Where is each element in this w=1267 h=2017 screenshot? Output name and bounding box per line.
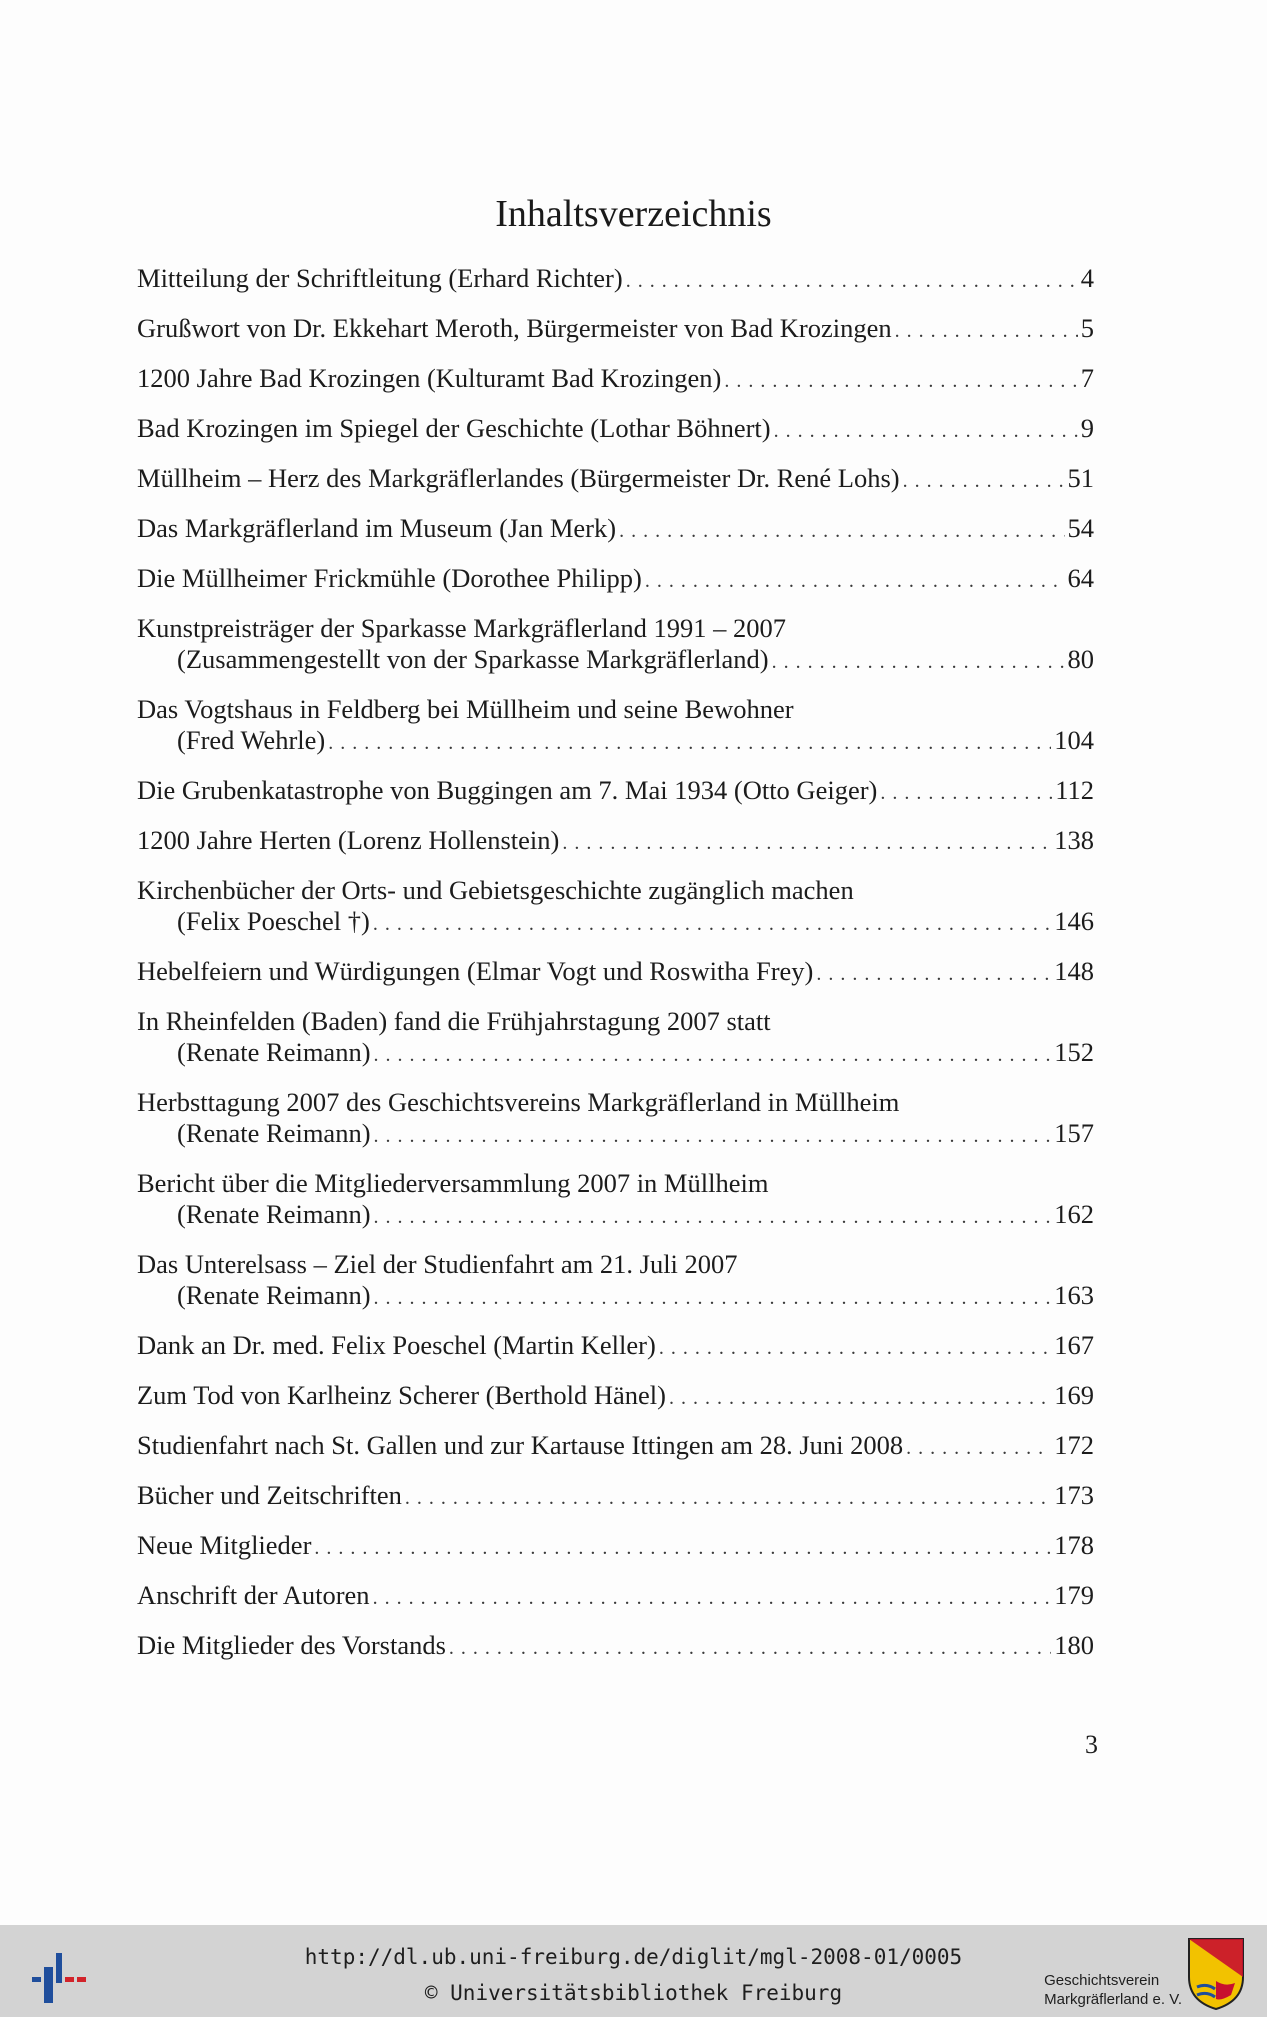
toc-entry-author: (Zusammengestellt von der Sparkasse Markgräflerland) — [177, 644, 769, 674]
dot-leader — [772, 647, 1065, 678]
dot-leader — [562, 828, 1051, 859]
toc-entry-page: 80 — [1067, 644, 1094, 674]
society-name-line1: Geschichtsverein — [1044, 1972, 1160, 1989]
toc-entry-title: Zum Tod von Karlheinz Scherer (Berthold Hänel) — [137, 1380, 666, 1410]
toc-entry-row — [137, 363, 1094, 397]
toc-entry-page: 146 — [1054, 906, 1094, 936]
toc-entry-title: Die Müllheimer Frickmühle (Dorothee Philipp) — [137, 563, 642, 593]
toc-entry-row — [137, 1280, 1094, 1314]
society-name — [1044, 1971, 1182, 2009]
toc-entry-page: 179 — [1054, 1580, 1094, 1610]
dot-leader — [328, 728, 1051, 759]
dot-leader — [626, 266, 1078, 297]
toc-entry-page: 104 — [1054, 725, 1094, 755]
dot-leader — [903, 466, 1065, 497]
toc-entry-row — [137, 513, 1094, 547]
toc-entry-title: Grußwort von Dr. Ekkehart Meroth, Bürgermeister von Bad Krozingen — [137, 313, 892, 343]
toc-entry-row — [137, 775, 1094, 809]
toc-entry-author: (Fred Wehrle) — [177, 725, 326, 755]
toc-entry[interactable] — [137, 463, 1094, 497]
toc-entry[interactable] — [137, 1087, 1094, 1152]
dot-leader — [669, 1383, 1051, 1414]
dot-leader — [724, 366, 1077, 397]
toc-entry-row — [137, 956, 1094, 990]
toc-entry-row — [137, 563, 1094, 597]
dot-leader — [314, 1533, 1051, 1564]
toc-entry-author: (Renate Reimann) — [177, 1280, 371, 1310]
toc-entry[interactable] — [137, 825, 1094, 859]
toc-entry-title: Hebelfeiern und Würdigungen (Elmar Vogt und Roswitha Frey) — [137, 956, 814, 986]
dot-leader — [645, 566, 1065, 597]
dot-leader — [374, 1121, 1052, 1152]
toc-entry-title: Das Vogtshaus in Feldberg bei Müllheim und seine Bewohner — [137, 694, 794, 724]
toc-entry[interactable] — [137, 1580, 1094, 1614]
footer-copyright: © Universitätsbibliothek Freiburg — [424, 1981, 843, 2005]
toc-entry-page: 7 — [1080, 363, 1094, 393]
toc-entry-page: 169 — [1054, 1380, 1094, 1410]
page-number: 3 — [1085, 1730, 1098, 1759]
toc-entry-row — [137, 1199, 1094, 1233]
dot-leader — [449, 1633, 1051, 1664]
toc-entry[interactable] — [137, 956, 1094, 990]
toc-entry-page: 51 — [1067, 463, 1094, 493]
toc-entry-title: Das Markgräflerland im Museum (Jan Merk) — [137, 513, 617, 543]
toc-entry[interactable] — [137, 1480, 1094, 1514]
toc-entry-row — [137, 1580, 1094, 1614]
toc-entry-row — [137, 413, 1094, 447]
toc-entry-page: 64 — [1067, 563, 1094, 593]
toc-entry-row — [137, 644, 1094, 678]
toc-entry-title: Dank an Dr. med. Felix Poeschel (Martin Keller) — [137, 1330, 656, 1360]
toc-entry[interactable] — [137, 1330, 1094, 1364]
toc-entry-title: Neue Mitglieder — [137, 1530, 312, 1560]
dot-leader — [373, 909, 1051, 940]
toc-entry[interactable] — [137, 1249, 1094, 1314]
toc-entry-row — [137, 906, 1094, 940]
page-title: Inhaltsverzeichnis — [495, 193, 772, 235]
toc-entry-title: Müllheim – Herz des Markgräflerlandes (Bürgermeister Dr. René Lohs) — [137, 463, 900, 493]
toc-entry-row — [137, 725, 1094, 759]
toc-entry-page: 157 — [1054, 1118, 1094, 1148]
dot-leader — [895, 316, 1078, 347]
toc-entry-page: 152 — [1054, 1037, 1094, 1067]
toc-entry-row — [137, 1630, 1094, 1664]
dot-leader — [405, 1483, 1051, 1514]
dot-leader — [373, 1583, 1052, 1614]
toc-entry-row — [137, 1530, 1094, 1564]
toc-entry[interactable] — [137, 413, 1094, 447]
toc-entry[interactable] — [137, 313, 1094, 347]
toc-entry-page: 148 — [1054, 956, 1094, 986]
toc-entry-row — [137, 1430, 1094, 1464]
toc-entry-title: Bad Krozingen im Spiegel der Geschichte (Lothar Böhnert) — [137, 413, 771, 443]
toc-entry-title: Das Unterelsass – Ziel der Studienfahrt am 21. Juli 2007 — [137, 1249, 738, 1279]
toc-entry-title: 1200 Jahre Bad Krozingen (Kulturamt Bad Krozingen) — [137, 363, 722, 393]
toc-entry-title: Die Mitglieder des Vorstands — [137, 1630, 446, 1660]
footer-url[interactable]: http://dl.ub.uni-freiburg.de/diglit/mgl-2008-01/0005 — [304, 1945, 963, 1969]
toc-entry-page: 167 — [1054, 1330, 1094, 1360]
toc-entry-author: (Felix Poeschel †) — [177, 906, 370, 936]
toc-entry[interactable] — [137, 1380, 1094, 1414]
toc-entry-row — [137, 1037, 1094, 1071]
toc-entry-author: (Renate Reimann) — [177, 1199, 371, 1229]
toc-entry-page: 9 — [1080, 413, 1094, 443]
toc-entry-title: Anschrift der Autoren — [137, 1580, 370, 1610]
dot-leader — [659, 1333, 1051, 1364]
table-of-contents — [137, 263, 1094, 1680]
toc-entry-title: 1200 Jahre Herten (Lorenz Hollenstein) — [137, 825, 560, 855]
dot-leader — [906, 1433, 1051, 1464]
toc-entry[interactable] — [137, 363, 1094, 397]
toc-entry[interactable] — [137, 613, 1094, 678]
toc-entry-row — [137, 463, 1094, 497]
toc-entry-page: 180 — [1054, 1630, 1094, 1660]
society-name-line2: Markgräflerland e. V. — [1044, 1991, 1182, 2008]
toc-entry[interactable] — [137, 1530, 1094, 1564]
toc-entry-title: Kunstpreisträger der Sparkasse Markgräflerland 1991 – 2007 — [137, 613, 787, 643]
toc-entry-author: (Renate Reimann) — [177, 1037, 371, 1067]
toc-entry-row — [137, 1330, 1094, 1364]
toc-entry-page: 112 — [1055, 775, 1094, 805]
dot-leader — [774, 416, 1078, 447]
toc-entry-page: 138 — [1054, 825, 1094, 855]
toc-entry[interactable] — [137, 875, 1094, 940]
toc-entry-title: Bericht über die Mitgliederversammlung 2007 in Müllheim — [137, 1168, 769, 1198]
dot-leader — [816, 959, 1051, 990]
toc-entry-row — [137, 1380, 1094, 1414]
toc-entry-title: Die Grubenkatastrophe von Buggingen am 7. Mai 1934 (Otto Geiger) — [137, 775, 878, 805]
toc-entry-author: (Renate Reimann) — [177, 1118, 371, 1148]
toc-entry[interactable] — [137, 1430, 1094, 1464]
toc-entry-row — [137, 313, 1094, 347]
toc-entry[interactable] — [137, 263, 1094, 297]
toc-entry[interactable] — [137, 775, 1094, 809]
toc-entry-page: 54 — [1067, 513, 1094, 543]
toc-entry-page: 178 — [1054, 1530, 1094, 1560]
toc-entry-title: Studienfahrt nach St. Gallen und zur Kartause Ittingen am 28. Juni 2008 — [137, 1430, 904, 1460]
toc-entry-row — [137, 263, 1094, 297]
toc-entry[interactable] — [137, 563, 1094, 597]
toc-entry-title: Herbsttagung 2007 des Geschichtsvereins Markgräflerland in Müllheim — [137, 1087, 900, 1117]
dot-leader — [374, 1283, 1052, 1314]
dot-leader — [880, 778, 1052, 809]
dot-leader — [374, 1040, 1052, 1071]
toc-entry-page: 162 — [1054, 1199, 1094, 1229]
toc-entry-title: In Rheinfelden (Baden) fand die Frühjahrstagung 2007 statt — [137, 1006, 771, 1036]
toc-entry-title: Bücher und Zeitschriften — [137, 1480, 402, 1510]
toc-entry-title: Kirchenbücher der Orts- und Gebietsgeschichte zugänglich machen — [137, 875, 854, 905]
dot-leader — [374, 1202, 1052, 1233]
toc-entry-page: 5 — [1080, 313, 1094, 343]
toc-entry[interactable] — [137, 1630, 1094, 1664]
dot-leader — [619, 516, 1064, 547]
toc-entry[interactable] — [137, 1168, 1094, 1233]
toc-entry-row — [137, 1480, 1094, 1514]
toc-entry-title: Mitteilung der Schriftleitung (Erhard Richter) — [137, 263, 623, 293]
toc-entry[interactable] — [137, 694, 1094, 759]
toc-entry-page: 172 — [1054, 1430, 1094, 1460]
toc-entry-page: 4 — [1080, 263, 1094, 293]
toc-entry[interactable] — [137, 513, 1094, 547]
toc-entry-row — [137, 1118, 1094, 1152]
toc-entry-row — [137, 825, 1094, 859]
society-crest-icon — [1187, 1937, 1245, 2011]
toc-entry[interactable] — [137, 1006, 1094, 1071]
toc-entry-page: 173 — [1054, 1480, 1094, 1510]
footer-bar — [0, 1925, 1267, 2017]
toc-entry-page: 163 — [1054, 1280, 1094, 1310]
